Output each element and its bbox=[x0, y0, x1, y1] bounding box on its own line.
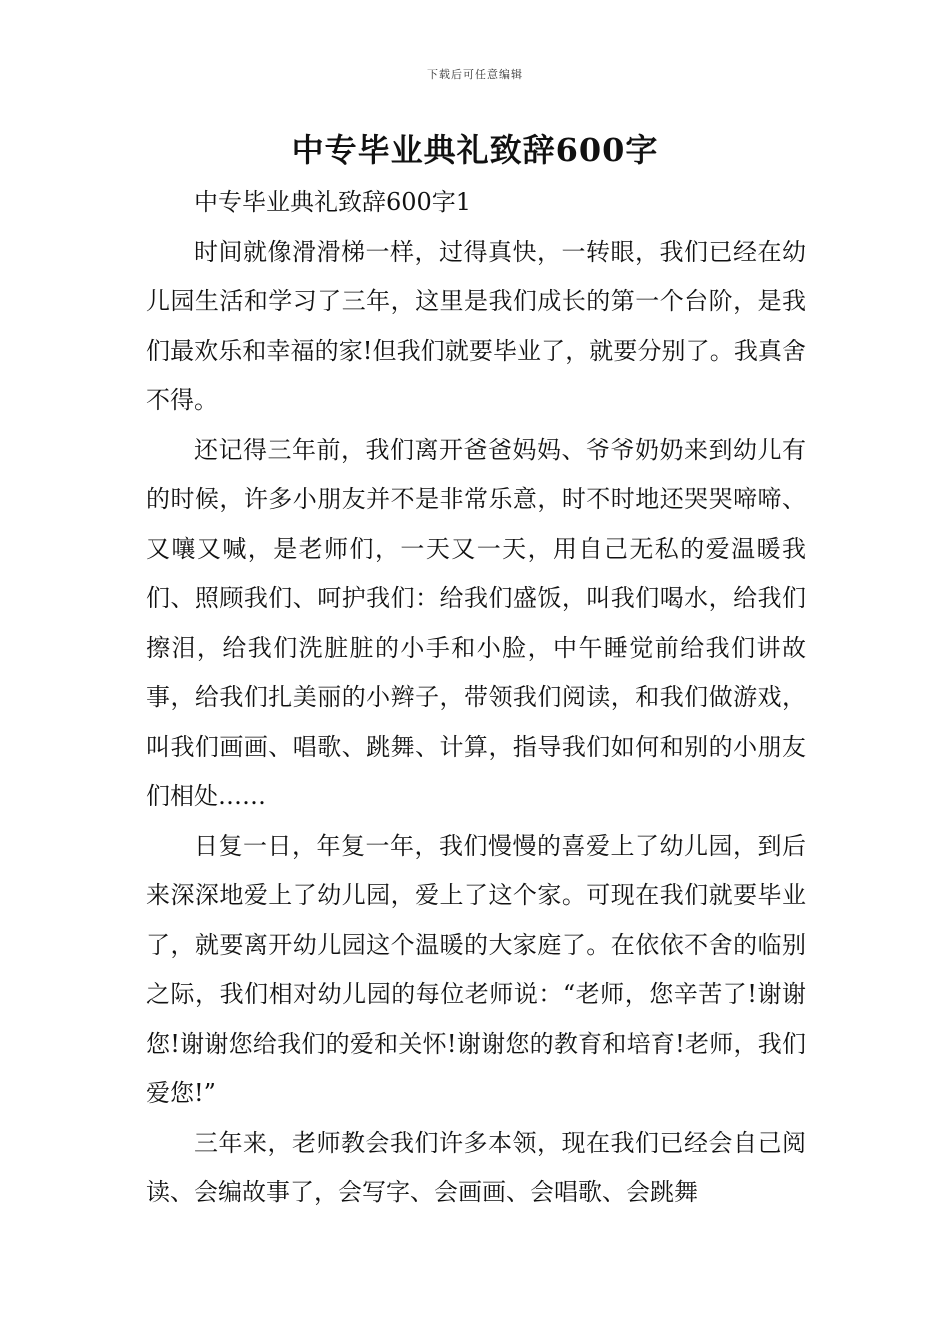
header-note: 下载后可任意编辑 bbox=[427, 68, 523, 81]
document-subheading: 中专毕业典礼致辞600字1 bbox=[194, 188, 472, 216]
paragraph: 时间就像滑滑梯一样，过得真快，一转眼，我们已经在幼儿园生活和学习了三年，这里是我们成长的第一个台阶，是我们最欢乐和幸福的家!但我们就要毕业了，就要分别了。我真舍不得。 bbox=[146, 237, 806, 414]
document-body bbox=[146, 178, 806, 1218]
paragraph: 还记得三年前，我们离开爸爸妈妈、爷爷奶奶来到幼儿有的时候，许多小朋友并不是非常乐意，时不时地还哭哭啼啼、又嚷又喊，是老师们，一天又一天，用自己无私的爱温暖我们、照顾我们、呵护我们：给我们盛饭，叫我们喝水，给我们擦泪，给我们洗脏脏的小手和小脸，中午睡觉前给我们讲故事，给我们扎美丽的小辫子，带领我们阅读，和我们做游戏，叫我们画画、唱歌、跳舞、计算，指导我们如何和别的小朋友们相处…… bbox=[146, 435, 806, 810]
paragraph: 日复一日，年复一年，我们慢慢的喜爱上了幼儿园，到后来深深地爱上了幼儿园，爱上了这个家。可现在我们就要毕业了，就要离开幼儿园这个温暖的大家庭了。在依依不舍的临别之际，我们相对幼儿园的每位老师说：“老师，您辛苦了!谢谢您!谢谢您给我们的爱和关怀!谢谢您的教育和培育!老师，我们爱您!” bbox=[146, 831, 806, 1107]
document-title: 中专毕业典礼致辞600字 bbox=[291, 131, 659, 169]
paragraph: 三年来，老师教会我们许多本领，现在我们已经会自己阅读、会编故事了，会写字、会画画、会唱歌、会跳舞 bbox=[146, 1128, 806, 1206]
